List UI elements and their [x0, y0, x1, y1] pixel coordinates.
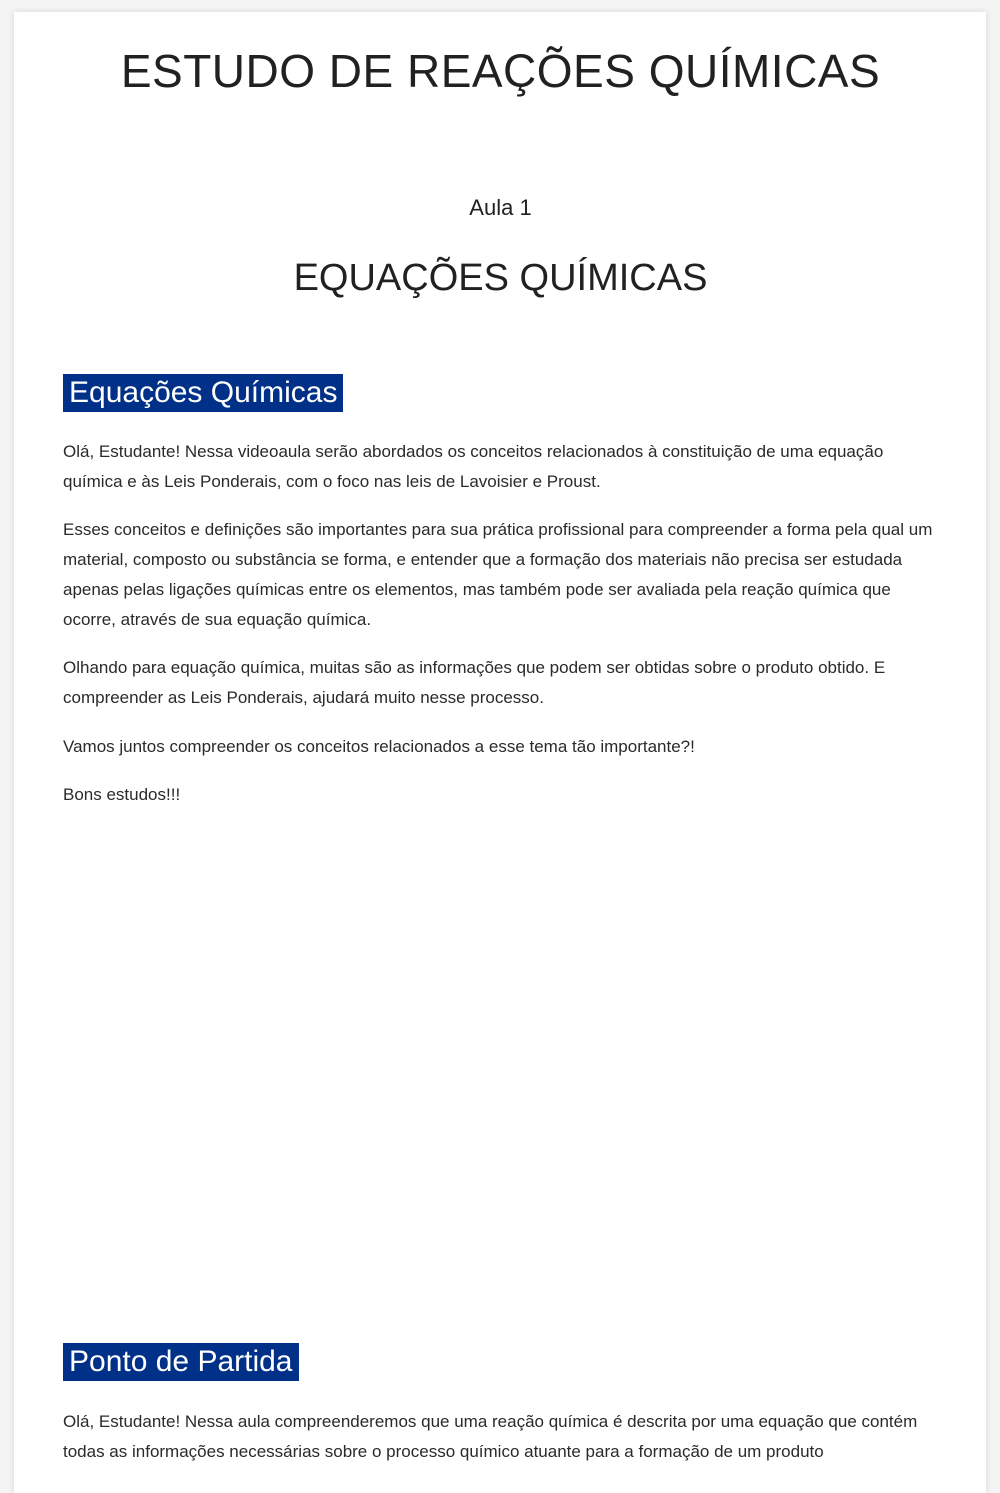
intro-paragraph-5: Bons estudos!!!: [63, 785, 181, 804]
starting-point-paragraph-1: Olá, Estudante! Nessa aula compreenderemos que uma reação química é descrita por uma equação que contém todas as informações necessárias sobre o processo químico atuante para a formação de um produto: [63, 1412, 918, 1461]
course-title: ESTUDO DE REAÇÕES QUÍMICAS: [120, 45, 881, 97]
lesson-title: EQUAÇÕES QUÍMICAS: [293, 257, 708, 299]
intro-paragraph-4: Vamos juntos compreender os conceitos relacionados a esse tema tão importante?!: [63, 737, 695, 756]
intro-paragraph-3: Olhando para equação química, muitas são as informações que podem ser obtidas sobre o produto obtido. E compreender as Leis Ponderais, ajudará muito nesse processo.: [63, 658, 886, 707]
intro-paragraph-2: Esses conceitos e definições são importantes para sua prática profissional para compreender a forma pela qual um material, composto ou substância se forma, e entender que a formação dos materiais não precisa ser estudada apenas pelas ligações químicas entre os elementos, mas também pode ser avaliada pela reação química que ocorre, através de sua equação química.: [63, 520, 933, 629]
document-page: [14, 12, 986, 1493]
lesson-number: Aula 1: [469, 195, 532, 220]
intro-paragraph-1: Olá, Estudante! Nessa videoaula serão abordados os conceitos relacionados à constituição de uma equação química e às Leis Ponderais, com o foco nas leis de Lavoisier e Proust.: [63, 442, 884, 491]
section-heading-equacoes-quimicas: Equações Químicas: [63, 374, 343, 412]
section-heading-ponto-de-partida: Ponto de Partida: [63, 1343, 299, 1381]
